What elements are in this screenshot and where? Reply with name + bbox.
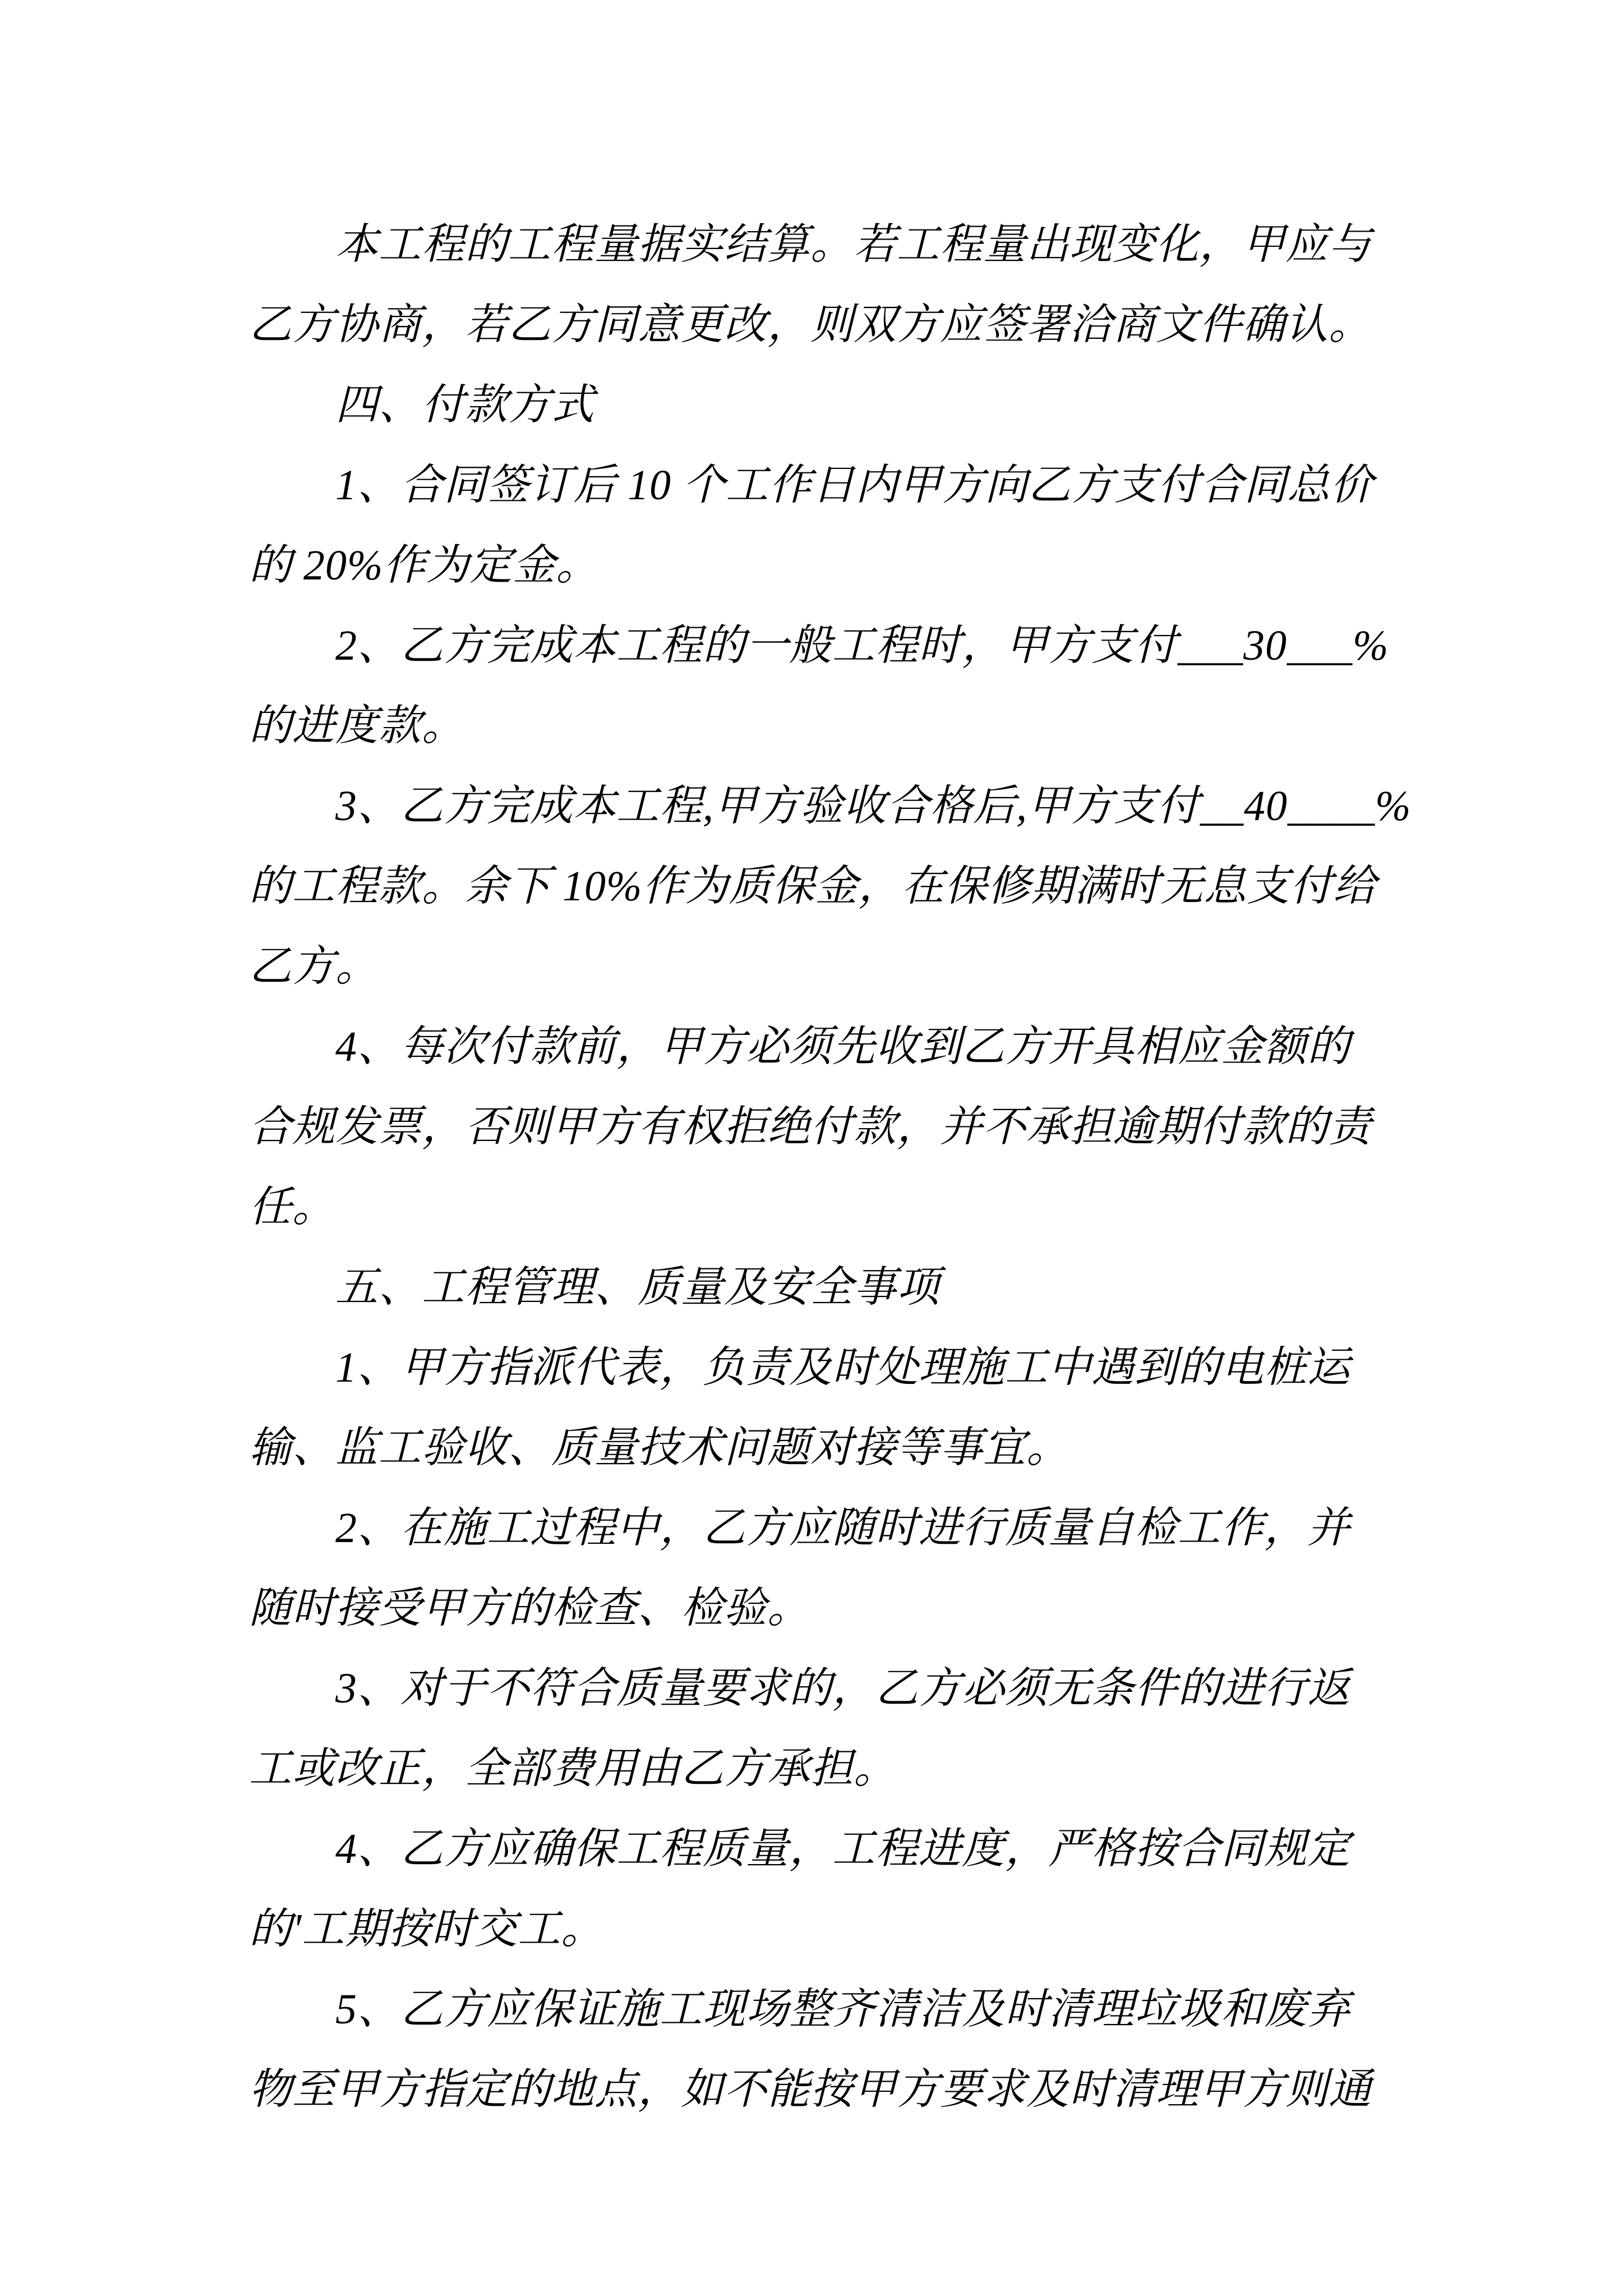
section-heading: 五、工程管理、质量及安全事项 bbox=[335, 1264, 940, 1311]
text-line: 本工程的工程量据实结算。若工程量出现变化，甲应与 bbox=[335, 221, 1372, 268]
text-line: 的 20%作为定金。 bbox=[249, 542, 600, 589]
text-line: 4、每次付款前，甲方必须先收到乙方开具相应金额的 bbox=[335, 1023, 1350, 1070]
text-line: 4、乙方应确保工程质量，工程进度，严格按合同规定 bbox=[335, 1825, 1350, 1872]
text-line: 的'工期按时交工。 bbox=[249, 1906, 605, 1953]
text-line: 3、对于不符合质量要求的，乙方必须无条件的进行返 bbox=[335, 1665, 1350, 1712]
text-line: 乙方协商，若乙方同意更改，则双方应签署洽商文件确认。 bbox=[249, 301, 1372, 348]
text-line: 乙方。 bbox=[249, 943, 379, 990]
text-line: 物至甲方指定的地点，如不能按甲方要求及时清理甲方则通 bbox=[249, 2066, 1372, 2113]
text-line: 5、乙方应保证施工现场整齐清洁及时清理垃圾和废弃 bbox=[335, 1986, 1350, 2033]
text-line: 的工程款。余下 10%作为质保金，在保修期满时无息支付给 bbox=[249, 863, 1377, 910]
contract-text-block bbox=[249, 205, 1412, 2130]
section-heading: 四、付款方式 bbox=[335, 381, 594, 429]
text-line: 1、甲方指派代表，负责及时处理施工中遇到的电桩运 bbox=[335, 1344, 1350, 1391]
text-line: 3、乙方完成本工程,甲方验收合格后,甲方支付__40____% bbox=[335, 783, 1412, 830]
text-line: 工或改正，全部费用由乙方承担。 bbox=[249, 1745, 897, 1792]
text-line: 随时接受甲方的检查、检验。 bbox=[249, 1585, 810, 1632]
text-line: 2、乙方完成本工程的一般工程时，甲方支付___30___% bbox=[335, 622, 1389, 669]
text-line: 1、合同签订后 10 个工作日内甲方向乙方支付合同总价 bbox=[335, 462, 1373, 509]
text-line: 2、在施工过程中，乙方应随时进行质量自检工作，并 bbox=[335, 1504, 1350, 1552]
text-line: 任。 bbox=[249, 1184, 335, 1231]
text-line: 合规发票，否则甲方有权拒绝付款，并不承担逾期付款的责 bbox=[249, 1103, 1372, 1151]
text-line: 输、监工验收、质量技术问题对接等事宜。 bbox=[249, 1424, 1069, 1471]
text-line: 的进度款。 bbox=[249, 702, 465, 749]
